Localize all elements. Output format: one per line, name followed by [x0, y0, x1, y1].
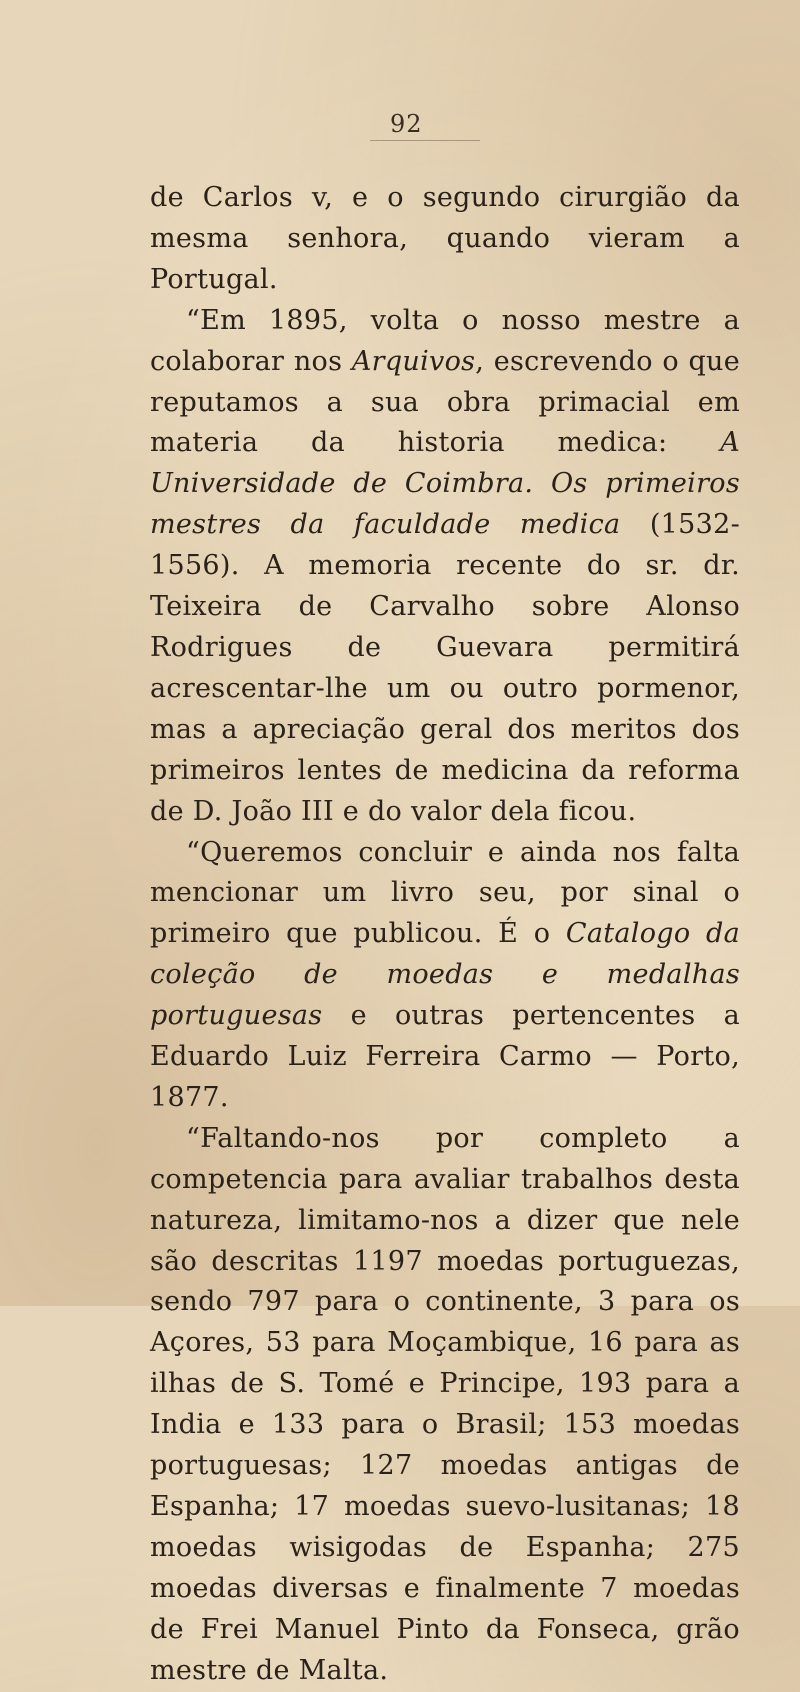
body-text	[150, 178, 740, 1692]
header-rule	[370, 140, 480, 141]
paragraph-1-text: de Carlos v, e o segundo cirurgião da mesma senhora, quando vieram a Portugal.	[150, 182, 740, 295]
paragraph-2-title-arquivos: Arquivos	[351, 345, 476, 377]
paragraph-2-title-universidade: A Universidade de Coimbra. Os primeiros mestres da faculdade medica	[150, 427, 740, 541]
paragraph-1	[150, 178, 740, 301]
paragraph-4	[150, 1119, 740, 1692]
paragraph-3-text-b: e outras pertencentes a Eduardo Luiz Ferreira Carmo — Porto, 1877.	[150, 1000, 740, 1113]
paragraph-3	[150, 833, 740, 1119]
paragraph-2-text-c: (1532-1556). A memoria recente do sr. dr. Teixeira de Carvalho sobre Alonso Rodrigues de Guevara permitirá acrescentar-lhe um ou outro pormenor, mas a apreciação geral dos meritos dos primeiros lentes de medicina da reforma de D. João III e do valor dela ficou.	[150, 509, 740, 827]
paragraph-4-text: “Faltando-nos por completo a competencia para avaliar trabalhos desta natureza, limitamo-nos a dizer que nele são descritas 1197 moedas portuguezas, sendo 797 para o continente, 3 para os Açores, 53 para Moçambique, 16 para as ilhas de S. Tomé e Principe, 193 para a India e 133 para o Brasil; 153 moedas portuguesas; 127 moedas antigas de Espanha; 17 moedas suevo-lusitanas; 18 moedas wisigodas de Espanha; 275 moedas diversas e finalmente 7 moedas de Frei Manuel Pinto da Fonseca, grão mestre de Malta.	[150, 1122, 740, 1686]
paragraph-2-text-a: “Em 1895, volta o nosso mestre a colaborar nos	[150, 304, 740, 377]
paragraph-2-text-b: , escrevendo o que reputamos a sua obra primacial em materia da historia medica:	[150, 345, 740, 459]
page-number: 92	[390, 110, 423, 138]
paragraph-3-title-catalogo: Catalogo da coleção de moedas e medalhas portuguesas	[150, 918, 740, 1032]
paragraph-2	[150, 301, 740, 833]
paragraph-3-text-a: “Queremos concluir e ainda nos falta mencionar um livro seu, por sinal o primeiro que publicou. É o	[150, 836, 740, 950]
